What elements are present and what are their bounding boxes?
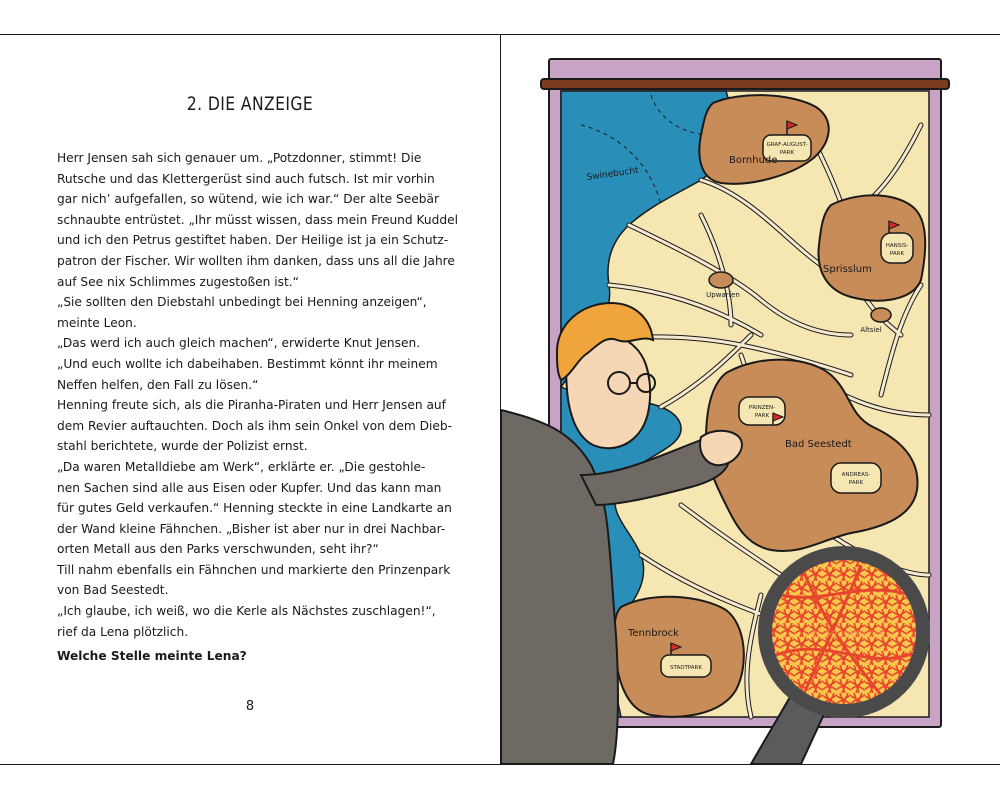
town-upwarfen [709, 272, 733, 288]
text-line: von Bad Seestedt. [57, 583, 169, 598]
text-line: „Das werd ich auch gleich machen“, erwiderte Knut Jensen. [57, 336, 421, 351]
label-swinebucht: Swinebucht [586, 165, 640, 183]
town-altsiel [871, 308, 891, 322]
text-line: dem Revier auftauchten. Doch als ihm sein Onkel von dem Dieb- [57, 418, 453, 433]
label-stadtpark: STADTPARK [670, 665, 702, 671]
label-prinzenpark: PRINZEN- [748, 405, 776, 411]
label-tennbrock: Tennbrock [628, 628, 679, 639]
text-line: patron der Fischer. Wir wollten ihm danken, dass uns all die Jahre [57, 253, 455, 268]
text-line: „Sie sollten den Diebstahl unbedingt bei Henning anzeigen“, [57, 295, 427, 310]
text-line: „Da waren Metalldiebe am Werk“, erklärte er. „Die gestohle- [57, 459, 426, 474]
chapter-title: 2. DIE ANZEIGE [186, 93, 314, 115]
text-line: Rutsche und das Klettergerüst sind auch futsch. Ist mir vorhin [57, 171, 435, 186]
text-line: Henning freute sich, als die Piranha-Piraten und Herr Jensen auf [57, 398, 446, 413]
label-prinzenpark-2: PARK [754, 413, 770, 419]
text-line: „Und euch wollte ich dabeihaben. Bestimmt könnt ihr meinem [57, 356, 438, 371]
text-line: gar nich’ aufgefallen, so wütend, wie ich war.“ Der alte Seebär [57, 192, 439, 207]
park-prinzenpark [739, 397, 785, 425]
text-line: schnaubte entrüstet. „Ihr müsst wissen, dass mein Freund Kuddel [57, 212, 458, 227]
label-upwarfen: Upwarfen [706, 291, 740, 299]
label-graf-august-park-2: PARK [779, 150, 795, 156]
page-number: 8 [245, 699, 255, 714]
text-line: Till nahm ebenfalls ein Fähnchen und markierte den Prinzenpark [57, 562, 451, 577]
story-text [57, 148, 458, 642]
text-line: Herr Jensen sah sich genauer um. „Potzdonner, stimmt! Die [57, 151, 422, 165]
hidden-map-label: Der Sonnenpark [803, 628, 885, 639]
label-bornhude: Bornhude [729, 155, 778, 166]
map-illustration [501, 35, 1000, 764]
text-line: Neffen helfen, den Fall zu lösen.“ [57, 377, 259, 392]
text-line: meinte Leon. [57, 315, 137, 330]
label-sprisslum: Sprisslum [823, 264, 872, 275]
label-hansis-park: HANSIS- [885, 243, 909, 249]
label-bad-seestedt: Bad Seestedt [785, 439, 852, 450]
label-andreaspark-2: PARK [848, 480, 864, 486]
park-andreaspark [831, 463, 881, 493]
text-line: orten Metall aus den Parks verschwunden, seht ihr?“ [57, 542, 379, 557]
label-hansis-park-2: PARK [889, 251, 905, 257]
text-line: „Ich glaube, ich weiß, wo die Kerle als Nächstes zuschlagen!“, [57, 604, 436, 619]
label-andreaspark: ANDREAS- [841, 472, 871, 478]
riddle-question: Welche Stelle meinte Lena? [57, 649, 247, 663]
text-line: rief da Lena plötzlich. [57, 624, 189, 639]
label-altsiel: Altsiel [860, 326, 882, 334]
text-line: nen Sachen sind alle aus Eisen oder Kupfer. Und das kann man [57, 480, 442, 495]
label-graf-august-park: GRAF-AUGUST- [766, 142, 808, 148]
text-line: auf See nix Schlimmes zugestoßen ist.“ [57, 274, 299, 289]
text-line: für gutes Geld verkaufen.“ Henning steckte in eine Landkarte an [57, 501, 452, 516]
left-page [0, 35, 500, 764]
right-page-illustration [501, 35, 1000, 764]
text-line: und ich den Petrus gestiftet haben. Der Heilige ist ja ein Schutz- [57, 233, 449, 248]
text-line: der Wand kleine Fähnchen. „Bisher ist aber nur in drei Nachbar- [57, 521, 446, 536]
text-line: stahl berichtete, wurde der Polizist ernst. [57, 439, 308, 454]
map-rail [541, 79, 949, 89]
magnifying-glass-icon [751, 546, 930, 764]
